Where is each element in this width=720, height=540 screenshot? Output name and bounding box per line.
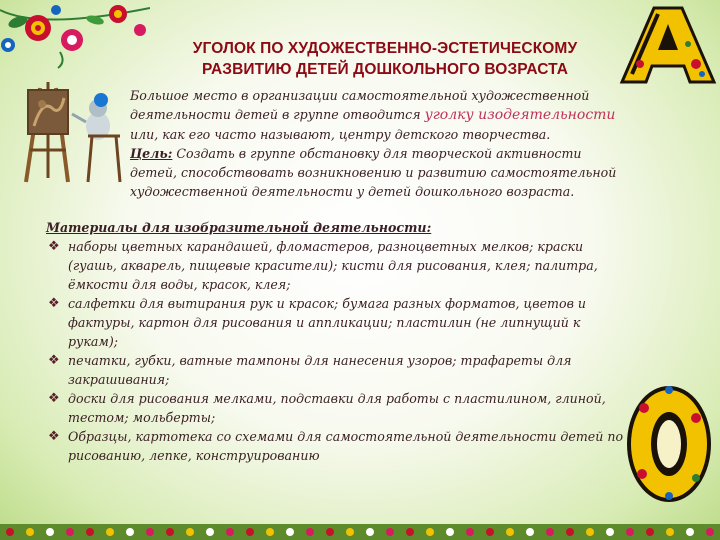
border-flower — [46, 528, 54, 536]
border-flower — [626, 528, 634, 536]
diamond-bullet-icon: ❖ — [48, 391, 60, 406]
border-flower — [486, 528, 494, 536]
border-flower — [186, 528, 194, 536]
border-flower — [26, 528, 34, 536]
border-flower — [406, 528, 414, 536]
title-line-1: УГОЛОК ПО ХУДОЖЕСТВЕННО-ЭСТЕТИЧЕСКОМУ — [192, 40, 578, 57]
border-flower — [266, 528, 274, 536]
border-flower — [586, 528, 594, 536]
folk-flowers-ornament — [0, 0, 150, 70]
diamond-bullet-icon: ❖ — [48, 353, 60, 368]
border-flower — [86, 528, 94, 536]
border-flower — [166, 528, 174, 536]
border-flower — [666, 528, 674, 536]
diamond-bullet-icon: ❖ — [48, 296, 60, 311]
list-item — [46, 237, 628, 294]
diamond-bullet-icon: ❖ — [48, 429, 60, 444]
border-flower — [566, 528, 574, 536]
list-item-text: салфетки для вытирания рук и красок; бумага разных форматов, цветов и фактуры, картон для рисования и аппликации; пластилин (не липнущий к рукам); — [68, 296, 587, 349]
border-flower — [606, 528, 614, 536]
page-title — [150, 38, 620, 80]
list-item-text: печатки, губки, ватные тампоны для нанесения узоров; трафареты для закрашивания; — [68, 353, 572, 387]
border-flower — [386, 528, 394, 536]
border-flower — [326, 528, 334, 536]
materials-list — [46, 237, 628, 465]
border-flower — [446, 528, 454, 536]
list-item — [46, 294, 628, 351]
border-flower — [206, 528, 214, 536]
list-item-text: Образцы, картотека со схемами для самостоятельной деятельности детей по рисованию, лепке, конструированию — [68, 429, 624, 463]
border-flower — [426, 528, 434, 536]
diamond-bullet-icon: ❖ — [48, 239, 60, 254]
list-item-text: доски для рисования мелками, подставки для работы с пластилином, глиной, тестом; мольберты; — [68, 391, 606, 425]
intro-text: Большое место в организации самостоятельной художественной деятельности детей в группе отводится — [130, 88, 590, 122]
border-flower — [306, 528, 314, 536]
easel-illustration — [12, 78, 130, 186]
list-item — [46, 427, 628, 465]
border-flower — [66, 528, 74, 536]
border-flower — [146, 528, 154, 536]
list-item — [46, 351, 628, 389]
materials-title: Материалы для изобразительной деятельности: — [46, 220, 432, 235]
border-flower — [126, 528, 134, 536]
border-flower — [246, 528, 254, 536]
bottom-ornament-border — [0, 520, 720, 540]
list-item — [46, 389, 628, 427]
border-flower — [466, 528, 474, 536]
border-flower — [646, 528, 654, 536]
border-flower — [506, 528, 514, 536]
border-flower — [106, 528, 114, 536]
border-flower — [226, 528, 234, 536]
list-item-text: наборы цветных карандашей, фломастеров, разноцветных мелков; краски (гуашь, акварель, пищевые красители); кисти для рисования, клея; палитра, ёмкости для воды, красок, клея; — [68, 239, 598, 292]
border-flower — [6, 528, 14, 536]
border-flower — [366, 528, 374, 536]
border-flower — [286, 528, 294, 536]
intro-paragraph — [130, 86, 632, 201]
title-line-2: РАЗВИТИЮ ДЕТЕЙ ДОШКОЛЬНОГО ВОЗРАСТА — [201, 61, 569, 78]
border-flower — [526, 528, 534, 536]
letter-a-decoration — [616, 4, 720, 84]
goal-label: Цель: — [130, 146, 173, 161]
border-flower — [686, 528, 694, 536]
border-flower — [706, 528, 714, 536]
materials-section — [46, 218, 628, 465]
intro-text-end: или, как его часто называют, центру детского творчества. — [130, 127, 551, 142]
intro-highlight: уголку изодеятельности — [424, 107, 616, 123]
border-flower — [346, 528, 354, 536]
border-flower — [546, 528, 554, 536]
letter-o-decoration — [624, 378, 714, 504]
goal-text: Создать в группе обстановку для творческой активности детей, способствовать возникновению и развитию самостоятельной художественной деятельности у детей дошкольного возраста. — [130, 146, 617, 199]
